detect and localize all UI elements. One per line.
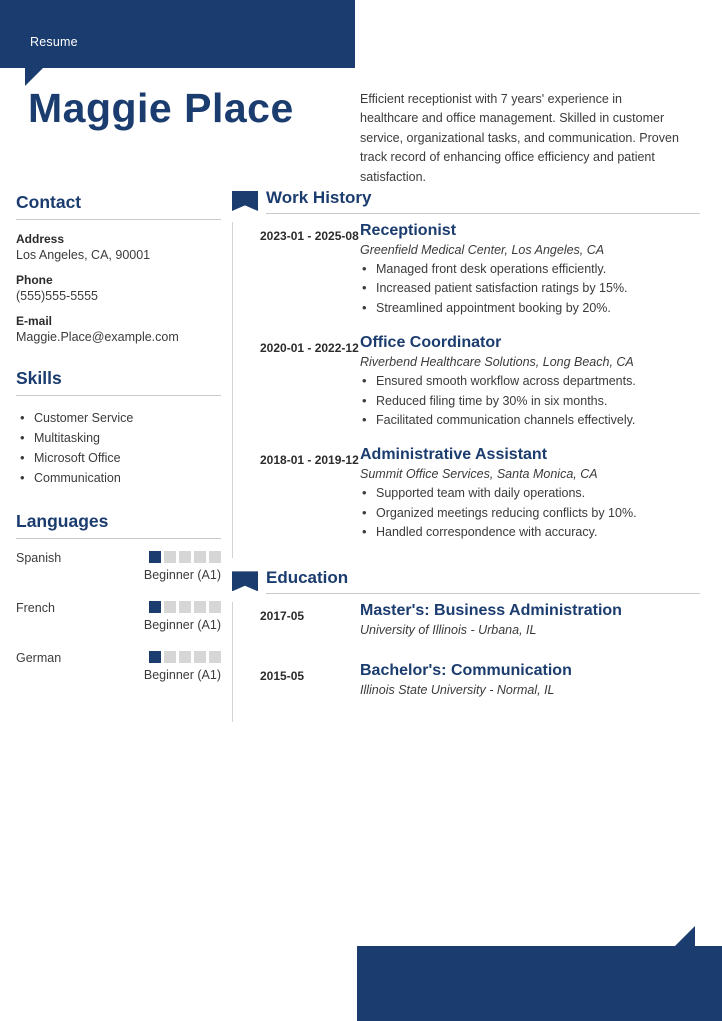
job-title: Administrative Assistant (360, 446, 548, 464)
language-level: Beginner (A1) (143, 617, 221, 632)
main-content (232, 188, 700, 722)
language-rating (144, 551, 221, 582)
rating-dot (164, 551, 176, 563)
work-history-divider (266, 213, 700, 214)
professional-summary: Efficient receptionist with 7 years' experience in healthcare and office management. Skilled in customer service, organizational tasks, and communication. Proven track record of enhancing office efficiency and patient satisfaction. (360, 92, 679, 184)
list-item: • Ensured smooth workflow across departments. (360, 372, 700, 391)
header-banner-notch (25, 68, 43, 86)
job-organization: Greenfield Medical Center, Los Angeles, CA (360, 243, 605, 257)
work-history-header (232, 188, 700, 218)
language-level: Beginner (A1) (143, 567, 221, 582)
list-item (232, 334, 700, 446)
rating-dot (209, 551, 221, 563)
page-title: Maggie Place (28, 85, 294, 131)
contact-divider (16, 219, 221, 220)
education-header (232, 568, 700, 598)
flag-marker-icon (232, 191, 258, 211)
list-item: • Increased patient satisfaction ratings by 15%. (360, 279, 700, 298)
degree-title: Master's: Business Administration (360, 602, 622, 620)
skills-heading: Skills (16, 367, 62, 388)
entry-body (360, 662, 700, 700)
language-level: Beginner (A1) (143, 667, 221, 682)
footer-banner (357, 946, 722, 1021)
list-item (232, 602, 700, 662)
phone-value: (555)555-5555 (16, 288, 99, 303)
entry-date: 2015-05 (260, 669, 305, 684)
entry-body (360, 334, 700, 430)
flag-marker-icon (232, 571, 258, 591)
entry-date: 2018-01 - 2019-12 (260, 453, 359, 468)
list-item: • Managed front desk operations efficiently. (360, 260, 700, 279)
footer-banner-notch (675, 926, 695, 946)
job-title: Receptionist (360, 222, 457, 239)
language-rating-dots (144, 551, 221, 563)
entry-body (360, 446, 700, 542)
entry-body (360, 602, 700, 640)
job-bullets (360, 372, 700, 430)
rating-dot (149, 601, 161, 613)
language-name: Spanish (16, 550, 62, 565)
list-item (16, 651, 221, 701)
language-rating (144, 651, 221, 682)
list-item (232, 662, 700, 722)
list-item: • Customer Service (16, 408, 221, 428)
rating-dot (164, 601, 176, 613)
list-item: • Facilitated communication channels effectively. (360, 411, 700, 430)
job-bullets (360, 484, 700, 542)
work-history-list (232, 222, 700, 558)
entry-body (360, 222, 700, 318)
rating-dot (164, 651, 176, 663)
contact-heading: Contact (16, 192, 82, 212)
address-label: Address (16, 232, 65, 246)
list-item (16, 601, 221, 651)
list-item: • Communication (16, 468, 221, 488)
languages-section (16, 511, 221, 701)
entry-date: 2017-05 (260, 609, 305, 624)
rating-dot (179, 601, 191, 613)
list-item (232, 222, 700, 334)
list-item: • Multitasking (16, 428, 221, 448)
languages-divider (16, 538, 221, 539)
degree-title: Bachelor's: Communication (360, 662, 572, 680)
list-item: • Handled correspondence with accuracy. (360, 523, 700, 542)
list-item: • Reduced filing time by 30% in six months. (360, 392, 700, 411)
job-bullets (360, 260, 700, 318)
address-value: Los Angeles, CA, 90001 (16, 248, 151, 262)
language-name: German (16, 650, 62, 665)
skills-divider (16, 395, 221, 396)
list-item: • Organized meetings reducing conflicts by 10%. (360, 504, 700, 523)
sidebar (16, 192, 221, 723)
entry-date: 2020-01 - 2022-12 (260, 341, 359, 356)
rating-dot (179, 551, 191, 563)
school-name: University of Illinois - Urbana, IL (360, 623, 537, 638)
skills-section (16, 368, 221, 489)
education-heading: Education (266, 568, 349, 588)
entry-date: 2023-01 - 2025-08 (260, 229, 359, 243)
document-type-label: Resume (30, 35, 78, 49)
rating-dot (149, 651, 161, 663)
header-banner (0, 0, 355, 68)
rating-dot (194, 601, 206, 613)
list-item: • Microsoft Office (16, 448, 221, 468)
work-history-heading: Work History (266, 188, 372, 207)
languages-heading: Languages (16, 510, 109, 531)
rating-dot (149, 551, 161, 563)
education-list (232, 602, 700, 722)
list-item (16, 551, 221, 601)
rating-dot (194, 551, 206, 563)
education-divider (266, 593, 700, 594)
email-value: Maggie.Place@example.com (16, 329, 179, 344)
school-name: Illinois State University - Normal, IL (360, 683, 555, 698)
job-organization: Summit Office Services, Santa Monica, CA (360, 467, 598, 482)
language-rating-dots (144, 651, 221, 663)
rating-dot (209, 651, 221, 663)
list-item (232, 446, 700, 558)
list-item: • Streamlined appointment booking by 20%. (360, 299, 700, 318)
skills-list (16, 408, 221, 489)
language-rating (144, 601, 221, 632)
job-organization: Riverbend Healthcare Solutions, Long Beach, CA (360, 355, 634, 370)
email-label: E-mail (16, 313, 53, 328)
contact-section (16, 192, 221, 346)
language-name: French (16, 600, 55, 615)
language-rating-dots (144, 601, 221, 613)
list-item: • Supported team with daily operations. (360, 484, 700, 503)
rating-dot (179, 651, 191, 663)
job-title: Office Coordinator (360, 334, 502, 352)
rating-dot (194, 651, 206, 663)
phone-label: Phone (16, 272, 53, 287)
rating-dot (209, 601, 221, 613)
